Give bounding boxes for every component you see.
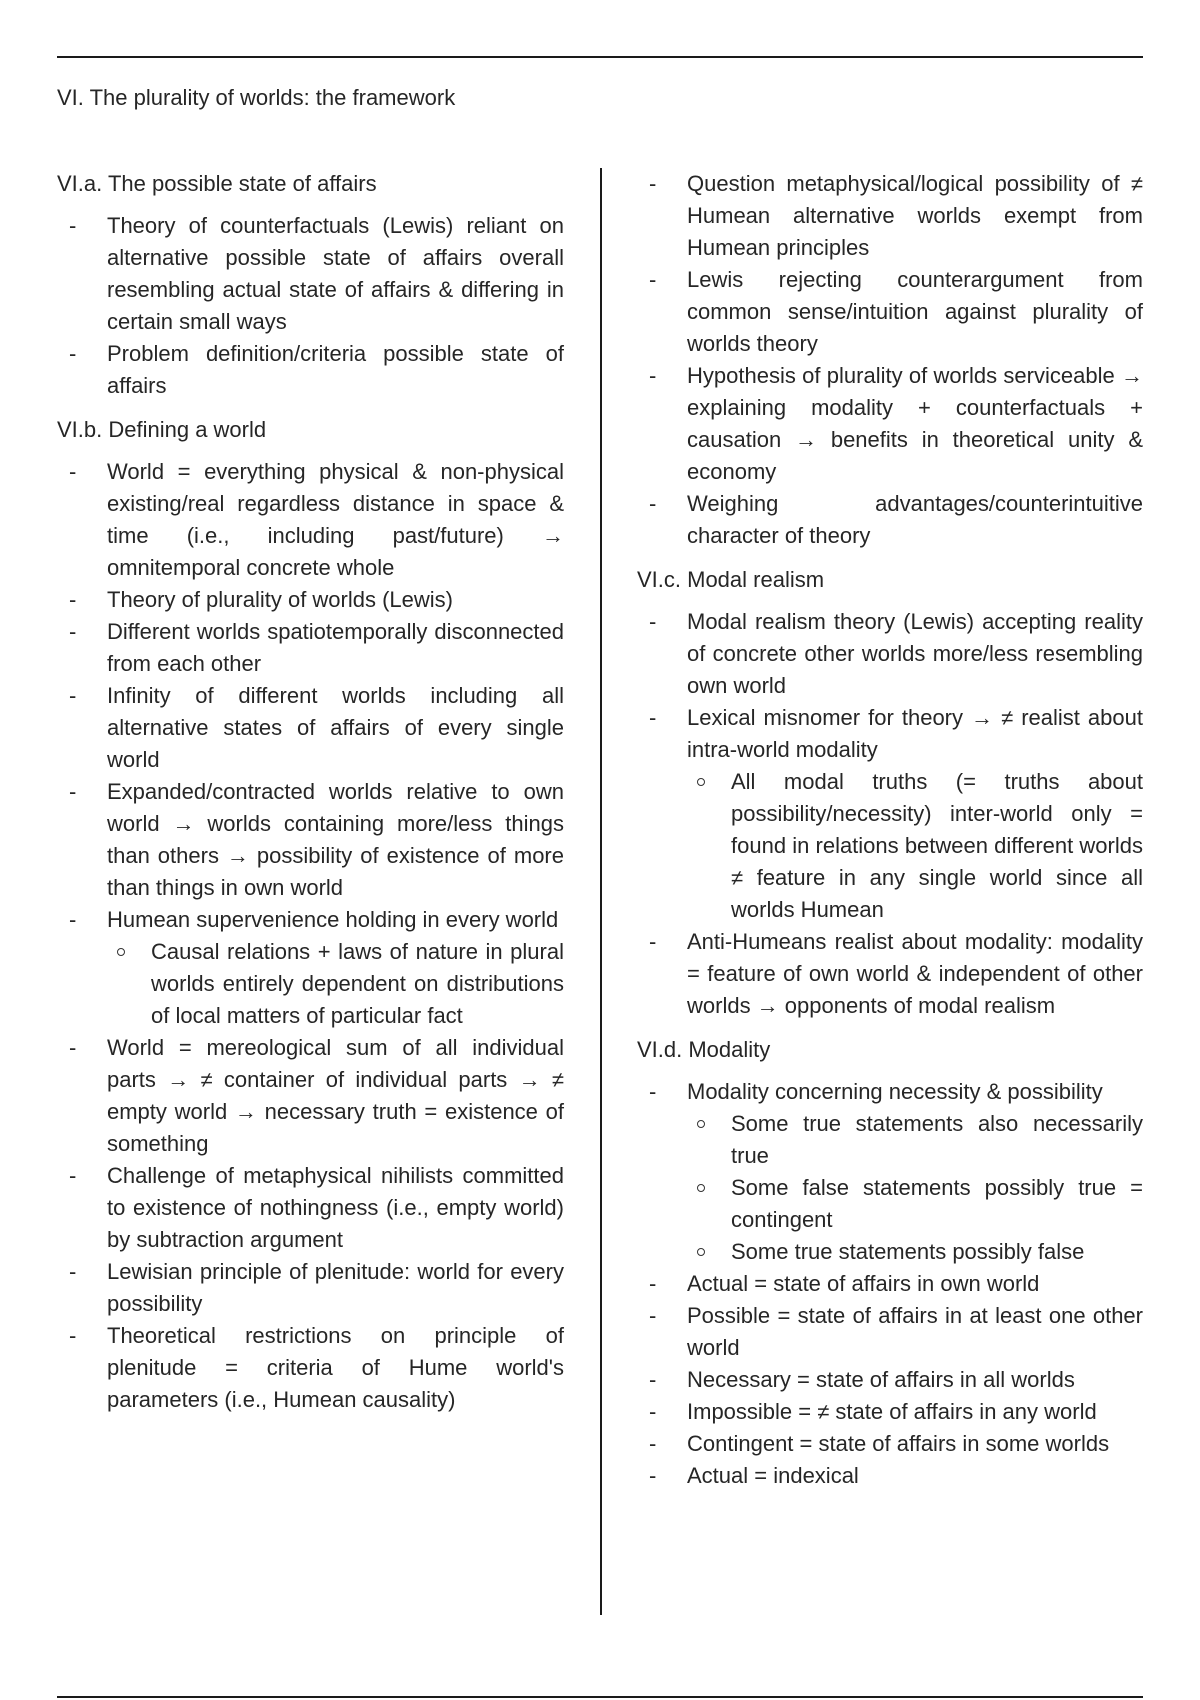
bullet-text: World = mereological sum of all individual parts → ≠ container of individual parts → ≠ empty world → necessary truth = existence of something [107, 1035, 564, 1156]
dash-bullet: - [649, 1399, 657, 1424]
bullet-item [637, 1268, 1143, 1300]
bullet-text: Lewisian principle of plenitude: world for every possibility [107, 1259, 564, 1316]
bullet-item [637, 1396, 1143, 1428]
bullet-text: Necessary = state of affairs in all worlds [687, 1367, 1075, 1392]
bullet-text: Actual = state of affairs in own world [687, 1271, 1040, 1296]
sub-bullet-item [687, 1172, 1143, 1236]
bullet-list [637, 168, 1143, 552]
bullet-text: Contingent = state of affairs in some worlds [687, 1431, 1110, 1456]
dash-bullet: - [649, 363, 657, 388]
bullet-item [637, 606, 1143, 702]
top-rule [57, 56, 1143, 58]
bullet-list [57, 210, 564, 402]
bullet-text: Infinity of different worlds including all alternative states of affairs of every single world [107, 683, 564, 772]
bullet-item [637, 1076, 1143, 1268]
bullet-item [57, 776, 564, 904]
sub-bullet-item [107, 936, 564, 1032]
bullet-text: Theoretical restrictions on principle of plenitude = criteria of Hume world's parameters (i.e., Humean causality) [107, 1323, 564, 1412]
sub-bullet-item [687, 766, 1143, 926]
bullet-item [57, 1256, 564, 1320]
dash-bullet: - [649, 491, 657, 516]
bullet-item [57, 1320, 564, 1416]
bullet-text: Theory of plurality of worlds (Lewis) [107, 587, 454, 612]
dash-bullet: - [649, 1431, 657, 1456]
bullet-item [637, 1300, 1143, 1364]
bullet-item [57, 1032, 564, 1160]
bullet-item [637, 168, 1143, 264]
dash-bullet: - [649, 1303, 657, 1328]
dash-bullet: - [649, 609, 657, 634]
bullet-text: Challenge of metaphysical nihilists committed to existence of nothingness (i.e., empty world) by subtraction argument [107, 1163, 564, 1252]
right-column [637, 168, 1143, 1504]
bullet-item [57, 338, 564, 402]
dash-bullet: - [69, 907, 77, 932]
column-divider [600, 168, 602, 1615]
bullet-text: Humean supervenience holding in every world [107, 907, 559, 932]
circle-bullet-icon [697, 1120, 705, 1128]
bullet-text: Modality concerning necessity & possibility [687, 1079, 1103, 1104]
bullet-text: Lewis rejecting counterargument from common sense/intuition against plurality of worlds theory [687, 267, 1143, 356]
section-heading: VI.d. Modality [637, 1037, 771, 1062]
bullet-item [637, 1460, 1143, 1492]
bullet-text: Weighing advantages/counterintuitive character of theory [687, 491, 1143, 548]
bullet-text: Modal realism theory (Lewis) accepting reality of concrete other worlds more/less resembling own world [687, 609, 1143, 698]
dash-bullet: - [69, 619, 77, 644]
bullet-list [637, 606, 1143, 1022]
sub-bullet-text: Some true statements also necessarily true [731, 1111, 1143, 1168]
dash-bullet: - [69, 1163, 77, 1188]
bullet-item [637, 488, 1143, 552]
bullet-item [57, 456, 564, 584]
bullet-item [637, 1364, 1143, 1396]
dash-bullet: - [69, 779, 77, 804]
dash-bullet: - [69, 683, 77, 708]
dash-bullet: - [649, 929, 657, 954]
dash-bullet: - [649, 1271, 657, 1296]
circle-bullet-icon [117, 948, 125, 956]
dash-bullet: - [649, 705, 657, 730]
sub-bullet-item [687, 1108, 1143, 1172]
bottom-rule [57, 1696, 1143, 1698]
bullet-item [57, 616, 564, 680]
sub-bullet-list [687, 1108, 1143, 1268]
dash-bullet: - [649, 171, 657, 196]
dash-bullet: - [649, 1463, 657, 1488]
dash-bullet: - [69, 459, 77, 484]
bullet-text: World = everything physical & non-physical existing/real regardless distance in space & time (i.e., including past/future) → omnitemporal concrete whole [107, 459, 564, 580]
circle-bullet-icon [697, 778, 705, 786]
document-title: VI. The plurality of worlds: the framework [57, 85, 456, 110]
bullet-list [57, 456, 564, 1416]
left-column [57, 168, 564, 1428]
bullet-item [637, 702, 1143, 926]
bullet-text: Anti-Humeans realist about modality: modality = feature of own world & independent of other worlds → opponents of modal realism [687, 929, 1143, 1018]
dash-bullet: - [649, 1367, 657, 1392]
sub-bullet-text: All modal truths (= truths about possibility/necessity) inter-world only = found in relations between different worlds ≠ feature in any single world since all worlds Humean [731, 769, 1143, 922]
bullet-text: Question metaphysical/logical possibility of ≠ Humean alternative worlds exempt from Humean principles [687, 171, 1143, 260]
bullet-text: Problem definition/criteria possible state of affairs [107, 341, 564, 398]
bullet-item [637, 926, 1143, 1022]
dash-bullet: - [69, 1035, 77, 1060]
dash-bullet: - [69, 587, 77, 612]
dash-bullet: - [69, 1259, 77, 1284]
bullet-item [57, 904, 564, 1032]
bullet-list [637, 1076, 1143, 1492]
sub-bullet-text: Some false statements possibly true = contingent [731, 1175, 1143, 1232]
dash-bullet: - [649, 1079, 657, 1104]
bullet-item [637, 360, 1143, 488]
sub-bullet-text: Some true statements possibly false [731, 1239, 1085, 1264]
section-heading: VI.c. Modal realism [637, 567, 825, 592]
circle-bullet-icon [697, 1184, 705, 1192]
bullet-item [57, 584, 564, 616]
dash-bullet: - [69, 213, 77, 238]
bullet-item [57, 210, 564, 338]
sub-bullet-item [687, 1236, 1143, 1268]
sub-bullet-text: Causal relations + laws of nature in plural worlds entirely dependent on distributions of local matters of particular fact [151, 939, 564, 1028]
sub-bullet-list [687, 766, 1143, 926]
dash-bullet: - [69, 341, 77, 366]
bullet-text: Lexical misnomer for theory → ≠ realist about intra-world modality [687, 705, 1143, 762]
bullet-item [637, 264, 1143, 360]
dash-bullet: - [69, 1323, 77, 1348]
bullet-text: Expanded/contracted worlds relative to own world → worlds containing more/less things than others → possibility of existence of more than things in own world [107, 779, 564, 900]
bullet-text: Different worlds spatiotemporally disconnected from each other [107, 619, 564, 676]
circle-bullet-icon [697, 1248, 705, 1256]
bullet-text: Hypothesis of plurality of worlds serviceable → explaining modality + counterfactuals + causation → benefits in theoretical unity & economy [687, 363, 1143, 484]
bullet-text: Possible = state of affairs in at least one other world [687, 1303, 1143, 1360]
bullet-item [57, 1160, 564, 1256]
section-heading: VI.b. Defining a world [57, 417, 267, 442]
bullet-item [57, 680, 564, 776]
bullet-text: Impossible = ≠ state of affairs in any world [687, 1399, 1097, 1424]
sub-bullet-list [107, 936, 564, 1032]
bullet-item [637, 1428, 1143, 1460]
dash-bullet: - [649, 267, 657, 292]
bullet-text: Theory of counterfactuals (Lewis) reliant on alternative possible state of affairs overall resembling actual state of affairs & differing in certain small ways [107, 213, 564, 334]
bullet-text: Actual = indexical [687, 1463, 859, 1488]
section-heading: VI.a. The possible state of affairs [57, 171, 377, 196]
